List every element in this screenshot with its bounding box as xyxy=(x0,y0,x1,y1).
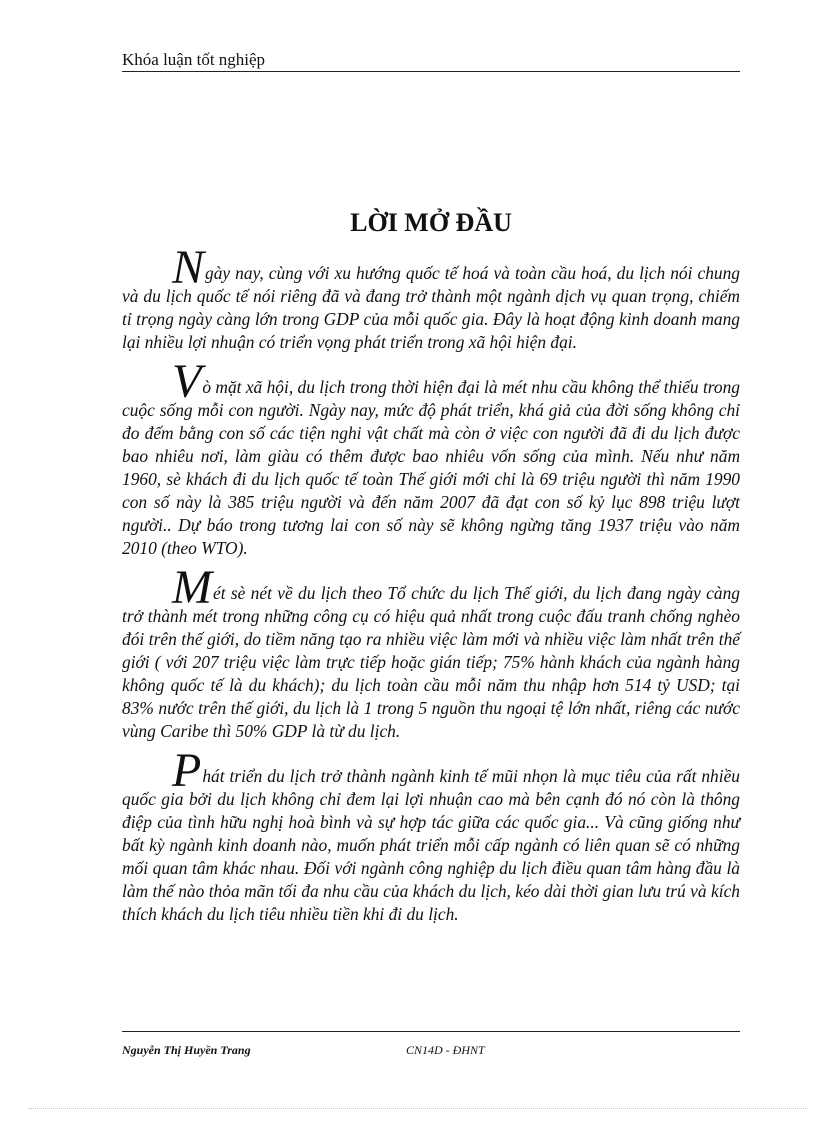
paragraph-text: ét sè nét về du lịch theo Tổ chức du lịch Thế giới, du lịch đang ngày càng trở thành mét trong những công cụ có hiệu quả nhất trong cuộc đấu tranh chống nghèo đói trên thế giới, do tiềm năng tạo ra nhiều việc làm mới và nhiều việc làm nhất trên thế giới ( với 207 triệu việc làm trực tiếp hoặc gián tiếp; 75% hành khách của ngành hàng không quốc tế là du khách); du lịch toàn cầu mỗi năm thu nhập hơn 514 tỷ USD; tại 83% nước trên thế giới, du lịch là 1 trong 5 nguồn thu ngoại tệ lớn nhất, riêng các nước vùng Caribe thì 50% GDP là từ du lịch. xyxy=(122,583,740,741)
drop-cap: M xyxy=(172,561,212,614)
paragraph-1 xyxy=(122,241,740,354)
drop-cap: P xyxy=(172,744,202,797)
paragraph-text: hát triển du lịch trở thành ngành kinh tế mũi nhọn là mục tiêu của rất nhiều quốc gia bởi du lịch không chỉ đem lại lợi nhuận cao mà bên cạnh đó nó còn là thông điệp của tình hữu nghị hoà bình và sự hợp tác giữa các quốc gia... Và cũng giống như bất kỳ ngành kinh doanh nào, muốn phát triển mỗi cấp ngành có liên quan sẽ có những mối quan tâm khác nhau. Đối với ngành công nghiệp du lịch điều quan tâm hàng đầu là làm thế nào thỏa mãn tối đa nhu cầu của khách du lịch, kéo dài thời gian lưu trú và kích thích khách du lịch tiêu nhiều tiền khi đi du lịch. xyxy=(122,766,740,924)
drop-cap: N xyxy=(172,241,205,294)
header-title: Khóa luận tốt nghiệp xyxy=(122,50,266,69)
page-edge-line xyxy=(28,1108,808,1109)
paragraph-text: ò mặt xã hội, du lịch trong thời hiện đại là mét nhu cầu không thể thiếu trong cuộc sống mỗi con người. Ngày nay, mức độ phát triển, khá giả của đời sống không chỉ đo đếm bằng con số các tiện nghi vật chất mà còn ở việc con người đã đi du lịch được bao nhiêu nơi, làm giàu có thêm được bao nhiêu vốn sống của mình. Nếu như năm 1960, sè khách đi du lịch quốc tế toàn Thế giới mới chỉ là 69 triệu người thì năm 1990 con số này là 385 triệu người và đến năm 2007 đã đạt con số kỷ lục 898 triệu lượt người.. Dự báo trong tương lai con số này sẽ không ngừng tăng 1937 triệu vào năm 2010 (theo WTO). xyxy=(122,377,740,558)
paragraph-2 xyxy=(122,355,740,560)
document-body xyxy=(122,241,740,940)
document-heading: LỜI MỞ ĐẦU xyxy=(350,208,512,237)
paragraph-4 xyxy=(122,744,740,926)
footer-author: Nguyễn Thị Huyền Trang xyxy=(122,1043,251,1057)
footer-divider xyxy=(122,1031,740,1032)
paragraph-3 xyxy=(122,561,740,743)
paragraph-text: gày nay, cùng với xu hướng quốc tế hoá và toàn cầu hoá, du lịch nói chung và du lịch quốc tế nói riêng đã và đang trở thành một ngành dịch vụ quan trọng, chiếm tỉ trọng ngày càng lớn trong GDP của mỗi quốc gia. Đây là hoạt động kinh doanh mang lại nhiều lợi nhuận có triển vọng phát triển trong xã hội hiện đại. xyxy=(122,263,740,352)
footer-class-code: CN14D - ĐHNT xyxy=(406,1043,485,1057)
drop-cap: V xyxy=(172,355,202,408)
header-divider xyxy=(122,71,740,72)
